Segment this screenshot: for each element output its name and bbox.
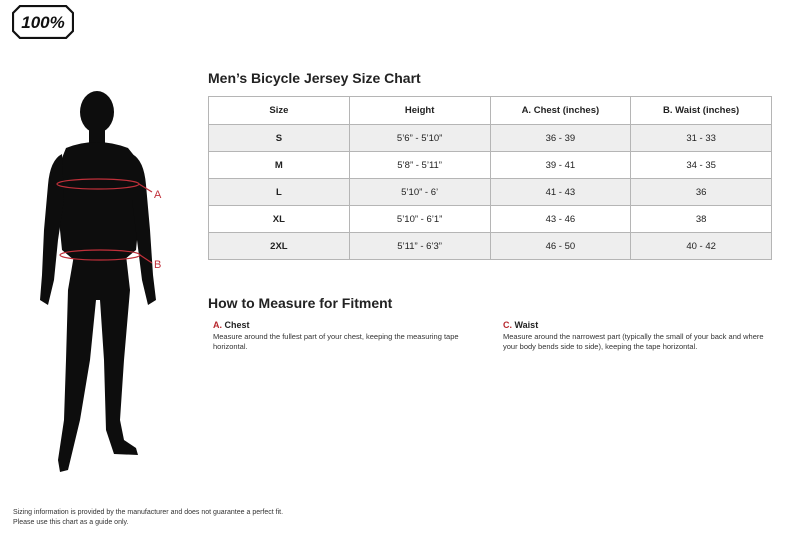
- size-cell: L: [209, 179, 350, 206]
- table-header-row: [209, 97, 772, 125]
- table-row: [209, 179, 772, 206]
- chest-cell: 41 - 43: [490, 179, 631, 206]
- table-row: [209, 233, 772, 260]
- waist-cell: 34 - 35: [631, 152, 772, 179]
- chest-label: Chest: [224, 320, 250, 330]
- chest-cell: 36 - 39: [490, 125, 631, 152]
- height-cell: 5’11” - 6’3”: [349, 233, 490, 260]
- waist-cell: 36: [631, 179, 772, 206]
- header-size: Size: [209, 97, 350, 125]
- waist-instructions: [503, 320, 768, 352]
- waist-letter: C.: [503, 320, 512, 330]
- waist-cell: 40 - 42: [631, 233, 772, 260]
- waist-label: Waist: [514, 320, 539, 330]
- body-silhouette: [20, 90, 170, 485]
- height-cell: 5’8” - 5’11”: [349, 152, 490, 179]
- brand-logo: [12, 5, 74, 39]
- size-cell: M: [209, 152, 350, 179]
- chest-heading: [213, 320, 478, 330]
- marker-a: A: [154, 189, 162, 201]
- footnote-line-1: Sizing information is provided by the manufacturer and does not guarantee a perfect fit.: [13, 509, 284, 516]
- waist-heading: [503, 320, 768, 330]
- chest-cell: 46 - 50: [490, 233, 631, 260]
- size-cell: S: [209, 125, 350, 152]
- table-row: [209, 206, 772, 233]
- waist-cell: 38: [631, 206, 772, 233]
- chest-cell: 39 - 41: [490, 152, 631, 179]
- header-height: Height: [349, 97, 490, 125]
- chest-cell: 43 - 46: [490, 206, 631, 233]
- size-cell: XL: [209, 206, 350, 233]
- footnote-line-2: Please use this chart as a guide only.: [13, 518, 129, 526]
- waist-description: Measure around the narrowest part (typically the small of your back and where your body bends side to side), keeping the tape horizontal.: [503, 332, 764, 352]
- marker-b: B: [154, 259, 162, 271]
- table-row: [209, 152, 772, 179]
- chest-instructions: [213, 320, 478, 352]
- height-cell: 5’10” - 6’1”: [349, 206, 490, 233]
- how-to-measure-title: How to Measure for Fitment: [208, 295, 393, 311]
- chest-description: Measure around the fullest part of your chest, keeping the measuring tape horizontal.: [213, 332, 459, 352]
- height-cell: 5’10” - 6’: [349, 179, 490, 206]
- footnote: [13, 508, 283, 528]
- size-chart-title: Men’s Bicycle Jersey Size Chart: [208, 70, 421, 86]
- chest-letter: A.: [213, 320, 222, 330]
- size-chart-table: [208, 96, 772, 260]
- height-cell: 5’6” - 5’10”: [349, 125, 490, 152]
- size-cell: 2XL: [209, 233, 350, 260]
- waist-cell: 31 - 33: [631, 125, 772, 152]
- table-row: [209, 125, 772, 152]
- header-chest: A. Chest (inches): [490, 97, 631, 125]
- brand-logo-text: 100%: [21, 13, 65, 32]
- header-waist: B. Waist (inches): [631, 97, 772, 125]
